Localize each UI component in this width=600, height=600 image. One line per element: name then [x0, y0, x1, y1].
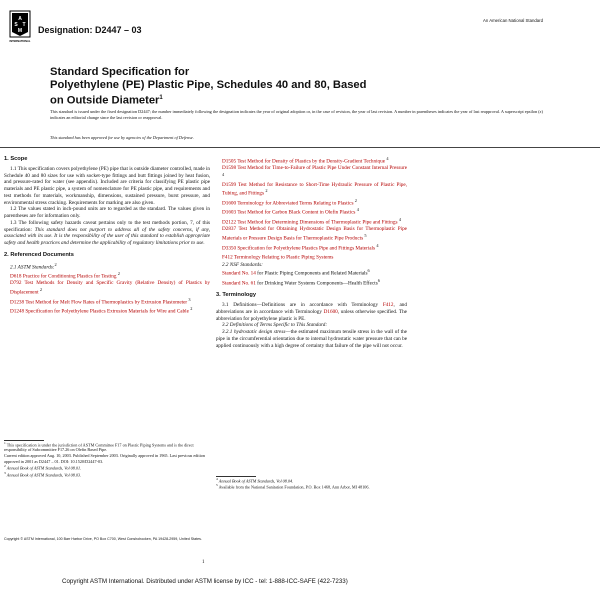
- reference-title-link[interactable]: Test Method for Obtaining Hydrostatic Design Basis for Thermoplastic Pipe Materials or Pressure Design Basis for Thermoplastic Pipe Products: [222, 226, 407, 242]
- para-1-3: [4, 220, 210, 247]
- para-3-1: [216, 302, 407, 322]
- document-title: [50, 66, 390, 108]
- reference-title-link[interactable]: Test Method for Time-to-Failure of Plastic Pipe Under Constant Internal Pressure: [237, 165, 407, 172]
- referenced-docs-heading: 2. Referenced Documents: [4, 251, 74, 258]
- terminology-heading: 3. Terminology: [216, 292, 257, 299]
- reference-item: [216, 198, 407, 207]
- reference-code-link[interactable]: D1238: [10, 299, 25, 306]
- reference-title-link[interactable]: Test Method for Carbon Black Content in Olefin Plastics: [237, 210, 356, 217]
- reference-title-link[interactable]: Terminology Relating to Plastic Piping Systems: [233, 254, 334, 261]
- reference-title-link[interactable]: Test Method for Density of Plastics by the Density-Gradient Technique: [237, 158, 386, 165]
- reference-item: [216, 165, 407, 181]
- para-1-3-lead: 1.3 The following safety hazards caveat pertains only to the test methods portion, 7, of this specification:: [4, 219, 210, 233]
- astm-label-text: 2.1 ASTM Standards:: [10, 264, 55, 271]
- reference-sup: 4: [398, 216, 401, 222]
- reference-title-link[interactable]: Specification for Polyethylene Plastics Extrusion Materials for Wire and Cable: [25, 308, 189, 315]
- logo-text: INTERNATIONAL: [9, 40, 31, 43]
- footnote-1b: Current edition approved Aug. 10, 2003. Published September 2003. Originally approved in 1965. Last previous edition approved in 2001 as D2447 – 01. DOI: 10.1520/D2447-03.: [4, 453, 205, 464]
- reference-code-link[interactable]: D1248: [10, 308, 25, 315]
- nsf-14-ref: [216, 268, 407, 277]
- reference-title-link[interactable]: Practice for Conditioning Plastics for Testing: [22, 273, 117, 280]
- footnote-5-text: Available from the National Sanitation Foundation, P.O. Box 1468, Ann Arbor, MI 48106.: [218, 484, 370, 490]
- left-column: [4, 156, 210, 316]
- svg-text:S: S: [14, 22, 18, 28]
- reference-list-right: [216, 156, 407, 262]
- page-number: 1: [202, 560, 205, 565]
- reference-sup: 2: [190, 306, 193, 312]
- scope-heading: 1. Scope: [4, 156, 28, 162]
- reference-title-link[interactable]: Test Method for Melt Flow Rates of Thermoplastics by Extrusion Plastometer: [25, 299, 188, 306]
- astm-logo: [9, 10, 31, 44]
- title-line-2: Polyethylene (PE) Plastic Pipe, Schedules 40 and 80, Based: [50, 79, 367, 91]
- reference-sup: 5: [364, 233, 367, 239]
- license-line: Copyright ASTM International. Distributed under ASTM license by ICC - tel: 1-888-ICC-SAFE (422-7233): [62, 578, 348, 585]
- footnote-1a-text: This specification is under the jurisdiction of ASTM Committee F17 on Plastic Piping Systems and is the direct responsibility of Subcommittee F17.26 on Olefin Based Pipe.: [4, 441, 194, 453]
- reference-item: [4, 280, 210, 296]
- reference-code-link[interactable]: D1600: [222, 200, 237, 207]
- reference-title-link[interactable]: Test Methods for Density and Specific Gravity (Relative Density) of Plastics by Displacement: [10, 280, 210, 296]
- para-1-1: 1.1 This specification covers polyethylene (PE) pipe that is outside diameter controlled, made in Schedule 40 and 80 sizes for use with socket-type fittings and butt fittings joined by heat fusion, and pressure-rated for water (see appendix). Included are criteria for classifying PE plastic pipe materials and PE plastic pipe, a system of nomenclature for PE plastic pipe, and requirements and test methods for materials, workmanship, dimensions, sustained pressure, burst pressure, and environmental stress cracking. Requirements for marking are also given.: [4, 165, 210, 206]
- header-divider: [0, 147, 600, 148]
- para-1-2: 1.2 The values stated in inch-pound units are to regarded as the standard. The values given in parentheses are for information only.: [4, 206, 210, 219]
- reference-code-link[interactable]: F412: [222, 254, 233, 261]
- term-hds-def: —the estimated maximum tensile stress in the wall of the pipe in the circumferential orientation due to internal hydrostatic water pressure that can be applied continuously with a high degree of certainty that failure of the pipe will not occur.: [216, 329, 407, 349]
- nsf-61-ref: [216, 278, 407, 287]
- reference-sup: 4: [356, 207, 359, 213]
- reference-title-link[interactable]: Specification for Polyethylene Plastics Pipe and Fittings Materials: [237, 245, 376, 252]
- reference-sup: 2: [354, 197, 357, 203]
- reference-title-link[interactable]: Test Method for Determining Dimensions of Thermoplastic Pipe and Fittings: [237, 219, 398, 226]
- reference-item: [216, 243, 407, 252]
- para-3-2-1: [216, 329, 407, 349]
- reference-item: [216, 226, 407, 242]
- nsf-14-title: for Plastic Piping Components and Related Materials: [257, 271, 368, 278]
- title-line-1: Standard Specification for: [50, 66, 190, 78]
- para-3-1-e: , unless otherwise specified. The abbreviation for polyethylene plastic is PE.: [216, 308, 407, 322]
- org-label: An American National Standard: [483, 18, 543, 23]
- reference-item: [216, 207, 407, 216]
- right-column: [216, 156, 407, 349]
- para-1-3-caveat: This standard does not purport to address all of the safety concerns, if any, associated with its use. It is the responsibility of the user of this standard to establish appropriate safety and health practices and determine the applicability of regulatory limitations prior to use.: [4, 226, 210, 246]
- footnote-3-text: Annual Book of ASTM Standards, Vol 08.03.: [6, 472, 82, 478]
- svg-text:A: A: [18, 16, 22, 22]
- footnote-2: $^2$ Annual Book of ASTM Standards, Vol 08.01.: [4, 464, 82, 471]
- issue-notice: This standard is issued under the fixed designation D2447; the number immediately following the designation indicates the year of original adoption or, in the case of revision, the year of last revision. A number in parentheses indicates the year of last reapproval. A superscript epsilon (ε) indicates an editorial change since the last revision or reapproval.: [50, 109, 543, 121]
- reference-code-link[interactable]: D792: [10, 280, 22, 287]
- term-hds: 3.2.1 hydrostatic design stress: [222, 329, 286, 336]
- nsf-61-link[interactable]: Standard No. 61: [222, 280, 256, 287]
- nsf-61-sup: 6: [377, 277, 380, 283]
- footnotes-left: [4, 440, 210, 478]
- footnote-4: $^4$ Annual Book of ASTM Standards, Vol 08.04.: [216, 476, 294, 483]
- reference-code-link[interactable]: D2122: [222, 219, 237, 226]
- copyright-line: Copyright © ASTM International, 100 Barr Harbor Drive, PO Box C700, West Conshohocken, PA 19428-2959, United States.: [4, 537, 202, 541]
- reference-code-link[interactable]: D1505: [222, 158, 237, 165]
- nsf-standards-label: 2.2 NSF Standards:: [222, 261, 263, 268]
- para-3-2: 3.2 Definitions of Terms Specific to This Standard:: [222, 322, 328, 329]
- footnote-5: $^5$ Available from the National Sanitation Foundation, P.O. Box 1468, Ann Arbor, MI 48106.: [216, 483, 370, 490]
- footnote-2-text: Annual Book of ASTM Standards, Vol 08.01.: [6, 465, 82, 471]
- para-3-1-c: , and abbreviations are in accordance with Terminology: [216, 302, 407, 315]
- dod-notice: This standard has been approved for use by agencies of the Department of Defense.: [50, 135, 194, 140]
- reference-item: [216, 217, 407, 226]
- reference-sup: 2: [39, 287, 42, 293]
- nsf-61-title: for Drinking Water Systems Components—Health Effects: [257, 280, 378, 287]
- reference-code-link[interactable]: D1603: [222, 210, 237, 217]
- reference-title-link[interactable]: Test Method for Resistance to Short-Time Hydraulic Pressure of Plastic Pipe, Tubing, and Fittings: [222, 181, 408, 198]
- reference-sup: 2: [117, 270, 120, 276]
- f412-link[interactable]: F412: [382, 302, 394, 309]
- footnotes-right: [216, 476, 407, 490]
- title-line-3: [50, 92, 390, 108]
- reference-code-link[interactable]: D1598: [222, 165, 237, 172]
- reference-sup: 2: [265, 188, 268, 194]
- reference-item: [216, 182, 407, 198]
- reference-sup: 4: [386, 156, 389, 161]
- reference-item: [216, 252, 407, 261]
- reference-code-link[interactable]: D1599: [222, 181, 237, 188]
- d1600-link[interactable]: D1600: [323, 308, 338, 315]
- nsf-14-sup: 6: [367, 268, 370, 274]
- designation: Designation: D2447 – 03: [38, 25, 142, 35]
- reference-item: [4, 297, 210, 306]
- footnote-1a: $^1$ This specification is under the jurisdiction of ASTM Committee F17 on Plastic Piping Systems and is the direct responsibility of Subcommittee F17.26 on Olefin Based Pipe.: [4, 440, 194, 453]
- footnote-4-text: Annual Book of ASTM Standards, Vol 08.04.: [218, 477, 294, 483]
- reference-sup: 4: [376, 242, 379, 248]
- reference-code-link[interactable]: D3350: [222, 245, 237, 252]
- reference-item: [4, 306, 210, 315]
- title-line-3-text: on Outside Diameter: [50, 94, 160, 107]
- reference-code-link[interactable]: D618: [10, 273, 22, 280]
- astm-standards-label: [4, 262, 210, 271]
- nsf-14-link[interactable]: Standard No. 14: [222, 271, 256, 278]
- footnote-3: $^3$ Annual Book of ASTM Standards, Vol 08.03.: [4, 471, 82, 478]
- reference-sup: 3: [188, 296, 191, 302]
- para-3-1-a: 3.1 Definitions—Definitions are in accordance with Terminology: [222, 302, 383, 309]
- reference-title-link[interactable]: Terminology for Abbreviated Terms Relating to Plastics: [237, 200, 354, 207]
- title-footnote-ref[interactable]: 1: [159, 95, 163, 101]
- reference-sup: 4: [222, 172, 225, 178]
- reference-code-link[interactable]: D2837: [222, 226, 237, 233]
- svg-text:M: M: [17, 28, 23, 34]
- reference-list-left: [4, 271, 210, 316]
- svg-text:T: T: [22, 22, 26, 28]
- astm-label-sup: 2: [54, 261, 57, 267]
